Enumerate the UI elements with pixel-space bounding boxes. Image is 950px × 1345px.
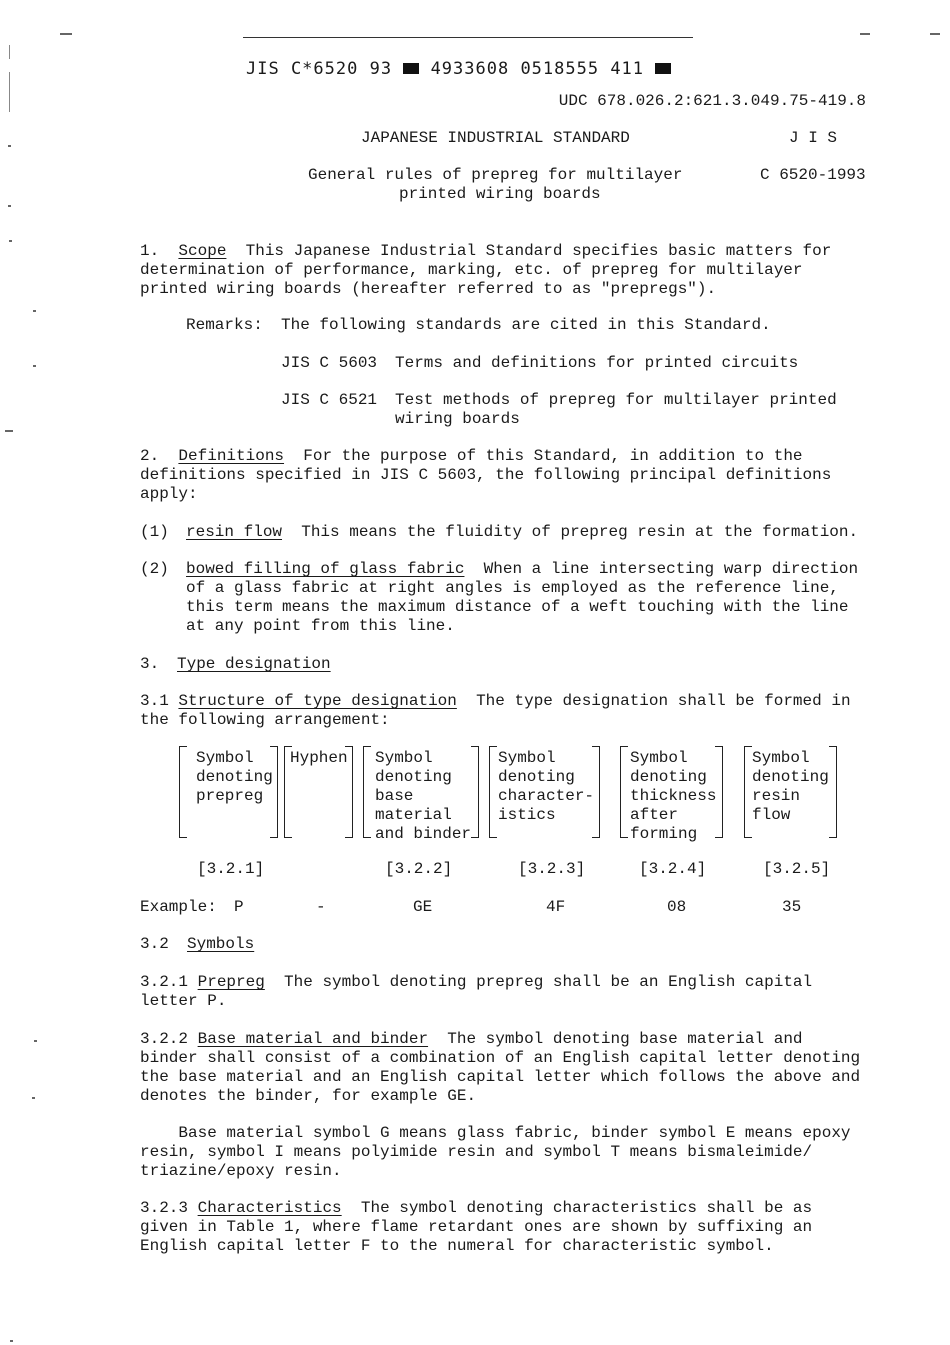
header-code: JIS C*6520 93 [246, 59, 393, 79]
base-section [140, 1030, 880, 1106]
example-value: P [234, 898, 244, 916]
scan-mark [60, 33, 72, 35]
box-reference: [3.2.5] [763, 860, 831, 878]
scope-section [140, 242, 880, 299]
definition-text: This means the fluidity of prepreg resin at the formation. [301, 523, 859, 541]
designation-diagram [0, 746, 950, 841]
scan-mark [860, 33, 870, 35]
scope-line: printed wiring boards (hereafter referred to as "prepregs"). [140, 280, 717, 298]
example-value: - [316, 898, 326, 916]
udc-code: UDC 678.026.2:621.3.049.75-419.8 [558, 92, 866, 110]
reference-title: Test methods of prepreg for multilayer printed [395, 391, 837, 409]
characteristics-line: given in Table 1, where flame retardant ones are shown by suffixing an [140, 1218, 813, 1236]
box-reference: [3.2.2] [385, 860, 453, 878]
definition-text: this term means the maximum distance of a weft touching with the line [186, 598, 849, 616]
scan-mark [9, 45, 10, 59]
symbols-number: 3.2 [140, 935, 169, 953]
base-para2-line: Base material symbol G means glass fabric, binder symbol E means epoxy [140, 1124, 851, 1142]
characteristics-line: The symbol denoting characteristics shall be as [360, 1199, 813, 1217]
definitions-line: definitions specified in JIS C 5603, the following principal definitions [140, 466, 832, 484]
scan-mark [32, 1097, 35, 1099]
barcode-block-icon [403, 63, 419, 74]
remarks-label: Remarks: [186, 316, 263, 334]
base-paragraph-2 [140, 1124, 880, 1181]
scan-mark [34, 1040, 37, 1042]
type-designation-heading: Type designation [177, 655, 331, 673]
document-title-line1: General rules of prepreg for multilayer [308, 166, 683, 184]
definition-item [186, 560, 858, 636]
structure-heading: Structure of type designation [178, 692, 457, 710]
definitions-heading: Definitions [178, 447, 285, 465]
scan-mark [10, 1340, 13, 1342]
scope-line: determination of performance, marking, etc. of prepreg for multilayer [140, 261, 803, 279]
header-rule [243, 37, 693, 38]
bracket-left [620, 746, 628, 838]
reference-title: Terms and definitions for printed circuits [395, 354, 799, 372]
structure-number: 3.1 [140, 692, 169, 710]
type-designation-number: 3. [140, 655, 160, 673]
base-line: binder shall consist of a combination of an English capital letter denoting [140, 1049, 861, 1067]
bracket-left [179, 746, 187, 838]
standard-title: JAPANESE INDUSTRIAL STANDARD [361, 129, 630, 147]
designation-box-thickness: Symbol denoting thickness after forming [630, 749, 717, 843]
structure-section [140, 692, 880, 730]
example-value: 4F [546, 898, 566, 916]
reference-title-cont: wiring boards [395, 410, 520, 428]
definitions-number: 2. [140, 447, 160, 465]
base-line: the base material and an English capital letter which follows the above and [140, 1068, 861, 1086]
definitions-section [140, 447, 880, 504]
barcode-block-icon [655, 63, 671, 74]
scope-heading: Scope [178, 242, 227, 260]
scan-mark [8, 145, 11, 147]
base-line: The symbol denoting base material and [447, 1030, 803, 1048]
example-value: GE [413, 898, 433, 916]
header-code-line [246, 41, 671, 79]
scope-line: This Japanese Industrial Standard specifies basic matters for [245, 242, 832, 260]
reference-code: JIS C 5603 [281, 354, 378, 372]
example-value: 35 [782, 898, 802, 916]
definition-text: When a line intersecting warp direction [483, 560, 859, 578]
box-reference: [3.2.4] [639, 860, 707, 878]
bracket-right [829, 746, 837, 838]
prepreg-line: The symbol denoting prepreg shall be an English capital [284, 973, 813, 991]
definition-number: (1) [140, 523, 169, 541]
scan-mark [8, 205, 11, 207]
box-reference: [3.2.3] [518, 860, 586, 878]
scan-mark [33, 310, 36, 312]
base-line: denotes the binder, for example GE. [140, 1087, 477, 1105]
definition-item [186, 523, 858, 542]
header-digits: 4933608 0518555 411 [430, 59, 645, 79]
designation-box-characteristics: Symbol denoting character- istics [498, 749, 595, 824]
scope-number: 1. [140, 242, 160, 260]
scan-mark [33, 365, 36, 367]
reference-code: JIS C 6521 [281, 391, 378, 409]
scan-mark [9, 240, 12, 242]
definition-text: of a glass fabric at right angles is employed as the reference line, [186, 579, 839, 597]
characteristics-heading: Characteristics [197, 1199, 342, 1217]
jis-mark: J I S [789, 129, 838, 147]
symbols-heading: Symbols [187, 935, 255, 953]
prepreg-heading: Prepreg [197, 973, 265, 991]
scan-mark [9, 72, 10, 112]
characteristics-line: English capital letter F to the numeral for characteristic symbol. [140, 1237, 774, 1255]
base-number: 3.2.2 [140, 1030, 189, 1048]
definitions-line: For the purpose of this Standard, in addition to the [303, 447, 803, 465]
characteristics-section [140, 1199, 880, 1256]
definition-term: resin flow [186, 523, 283, 541]
designation-box-prepreg: Symbol denoting prepreg [196, 749, 273, 805]
designation-box-base: Symbol denoting base material and binder [375, 749, 472, 843]
base-para2-line: triazine/epoxy resin. [140, 1162, 342, 1180]
scan-mark [930, 33, 940, 35]
remarks-text: The following standards are cited in this Standard. [281, 316, 771, 334]
designation-box-hyphen: Hyphen [290, 749, 348, 767]
definition-term: bowed filling of glass fabric [186, 560, 465, 578]
document-number: C 6520-1993 [760, 166, 866, 184]
designation-box-resin-flow: Symbol denoting resin flow [752, 749, 829, 824]
definition-number: (2) [140, 560, 169, 578]
box-reference: [3.2.1] [197, 860, 265, 878]
scan-mark [5, 430, 13, 432]
definitions-line: apply: [140, 485, 198, 503]
example-value: 08 [667, 898, 687, 916]
base-heading: Base material and binder [197, 1030, 429, 1048]
definition-text: at any point from this line. [186, 617, 455, 635]
structure-line: the following arrangement: [140, 711, 390, 729]
base-para2-line: resin, symbol I means polyimide resin and symbol T means bismaleimide/ [140, 1143, 813, 1161]
prepreg-number: 3.2.1 [140, 973, 189, 991]
bracket-left [363, 746, 371, 838]
prepreg-line: letter P. [140, 992, 227, 1010]
characteristics-number: 3.2.3 [140, 1199, 189, 1217]
bracket-left [744, 746, 752, 838]
example-label: Example: [140, 898, 217, 916]
bracket-right [471, 746, 479, 838]
prepreg-section [140, 973, 880, 1011]
structure-line: The type designation shall be formed in [476, 692, 851, 710]
document-title-line2: printed wiring boards [399, 185, 601, 203]
bracket-left [489, 746, 497, 838]
